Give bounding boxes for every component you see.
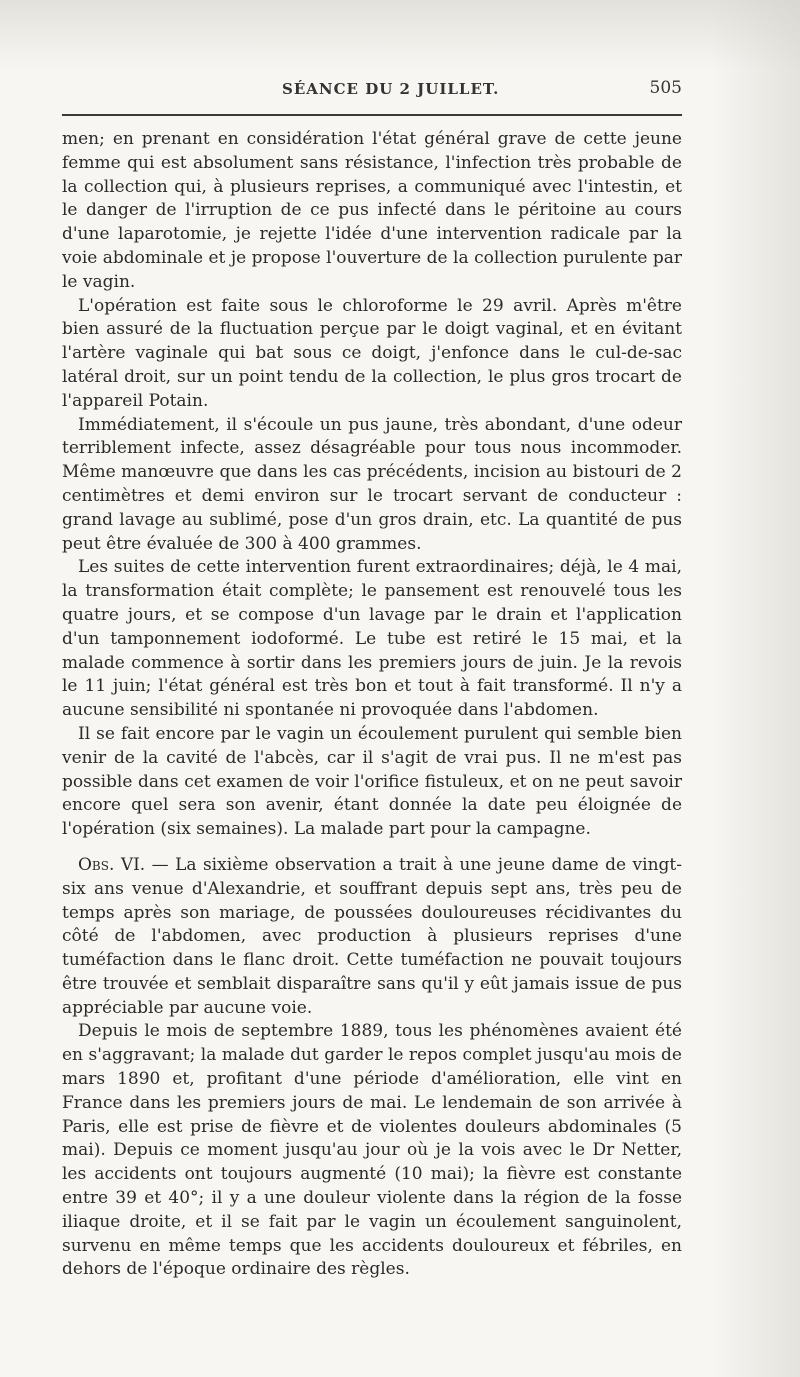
paragraph: Immédiatement, il s'écoule un pus jaune, très abondant, d'une odeur terriblement infecte, assez désagréable pour tous nous incommoder. Même manœuvre que dans les cas précédents, incision au bistouri de 2 centimètres et demi environ sur le trocart servant de conducteur : grand lavage au sublimé, pose d'un gros drain, etc. La quantité de pus peut être évaluée de 300 à 400 grammes. [62,414,682,554]
observation-paragraph [62,854,682,1021]
paragraph: men; en prenant en considération l'état général grave de cette jeune femme qui est absolument sans résistance, l'infection très probable de la collection qui, à plusieurs reprises, a communiqué avec l'intestin, et le danger de l'irruption de ce pus infecté dans le péritoine au cours d'une laparotomie, je rejette l'idée d'une intervention radicale par la voie abdominale et je propose l'ouverture de la collection purulente par le vagin. [62,129,682,292]
observation-text: — La sixième observation a trait à une jeune dame de vingt-six ans venue d'Alexandrie, et souffrant depuis sept ans, très peu de temps après son mariage, de poussées douloureuses récidivantes du côté de l'abdomen, avec production à plusieurs reprises d'une tuméfaction dans le flanc droit. Cette tuméfaction ne pouvait toujours être trouvée et semblait disparaître sans qu'il y eût jamais issue de pus appréciable par aucune voie. [62,854,682,1018]
paragraph: Les suites de cette intervention furent extraordinaires; déjà, le 4 mai, la transformation était complète; le pansement est renouvelé tous les quatre jours, et se compose d'un lavage par le drain et l'application d'un tamponnement iodoformé. Le tube est retiré le 15 mai, et la malade commence à sortir dans les premiers jours de juin. Je la revois le 11 juin; l'état général est très bon et tout à fait transformé. Il n'y a aucune sensibilité ni spontanée ni provoquée dans l'abdomen. [62,557,682,721]
page-header [62,74,682,104]
observation-label: Obs. VI. [78,854,146,875]
header-rule [62,114,682,116]
body-text [62,128,682,1282]
running-title: SÉANCE DU 2 JUILLET. [282,80,500,98]
page-number: 505 [649,78,682,98]
scan-shadow-right [710,0,800,1377]
scan-shadow-top [0,0,800,70]
paragraph: L'opération est faite sous le chloroforme le 29 avril. Après m'être bien assuré de la fluctuation perçue par le doigt vaginal, et en évitant l'artère vaginale qui bat sous ce doigt, j'enfonce dans le cul-de-sac latéral droit, sur un point tendu de la collection, le plus gros trocart de l'appareil Potain. [62,295,682,411]
paragraph: Il se fait encore par le vagin un écoulement purulent qui semble bien venir de la cavité de l'abcès, car il s'agit de vrai pus. Il ne m'est pas possible dans cet examen de voir l'orifice fistuleux, et on ne peut savoir encore quel sera son avenir, étant donnée la date peu éloignée de l'opération (six semaines). La malade part pour la campagne. [62,723,682,840]
paragraph: Depuis le mois de septembre 1889, tous les phénomènes avaient été en s'aggravant; la malade dut garder le repos complet jusqu'au mois de mars 1890 et, profitant d'une période d'amélioration, elle vint en France dans les premiers jours de mai. Le lendemain de son arrivée à Paris, elle est prise de fièvre et de violentes douleurs abdominales (5 mai). Depuis ce moment jusqu'au jour où je la vois avec le Dr Netter, les accidents ont toujours augmenté (10 mai); la fièvre est constante entre 39 et 40°; il y a une douleur violente dans la région de la fosse iliaque droite, et il se fait par le vagin un écoulement sanguinolent, survenu en même temps que les accidents douloureux et fébriles, en dehors de l'époque ordinaire des règles. [62,1021,682,1280]
